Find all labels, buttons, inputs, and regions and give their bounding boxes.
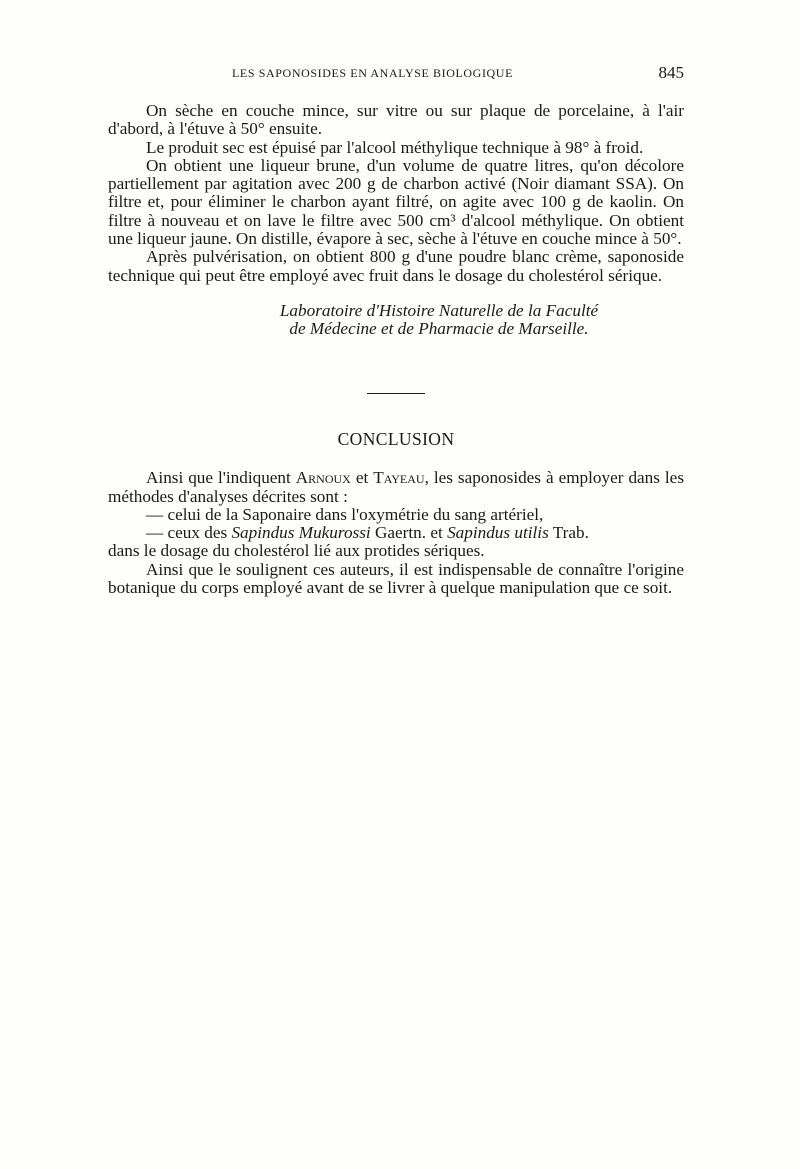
item2-text-mid: Gaertn. et <box>370 523 448 543</box>
author-tayeau: Tayeau <box>373 468 425 488</box>
list-item-sapindus-continuation: dans le dosage du cholestérol lié aux protides sériques. <box>108 541 485 561</box>
signature-line-1: Laboratoire d'Histoire Naturelle de la Faculté <box>279 300 599 320</box>
page-number: 845 <box>658 63 684 82</box>
section-title-conclusion: CONCLUSION <box>337 428 455 449</box>
conclusion-intro <box>108 469 684 506</box>
intro-text-mid: et <box>350 468 374 488</box>
paragraph-drying: On sèche en couche mince, sur vitre ou sur plaque de porcelaine, à l'air d'abord, à l'étuve à 50° ensuite. <box>108 101 684 139</box>
list-item-saponaire: — celui de la Saponaire dans l'oxymétrie du sang artériel, <box>146 504 544 524</box>
author-arnoux: Arnoux <box>295 468 351 488</box>
running-header <box>108 63 684 86</box>
species-sapindus-utilis: Sapindus utilis <box>447 523 549 543</box>
paragraph-extraction: Le produit sec est épuisé par l'alcool méthylique technique à 98° à froid. <box>146 137 644 157</box>
intro-text-after: , les saponosides à employer dans les méthodes d'analyses décrites sont : <box>108 468 685 506</box>
signature-line-2: de Médecine et de Pharmacie de Marseille. <box>289 319 589 339</box>
laboratory-signature <box>108 302 684 339</box>
body-text <box>108 102 684 597</box>
conclusion-final: Ainsi que le soulignent ces auteurs, il est indispensable de connaître l'origine botanique du corps employé avant de se livrer à quelque manipulation que ce soit. <box>108 559 684 598</box>
list-item-sapindus <box>108 524 684 542</box>
species-sapindus-mukurossi: Sapindus Mukurossi <box>231 523 371 543</box>
paragraph-decolorization: On obtient une liqueur brune, d'un volume de quatre litres, qu'on décolore partiellement par agitation avec 200 g de charbon activé (Noir diamant SSA). On filtre et, pour éliminer le charbon ayant filtré, on agite avec 100 g de kaolin. On filtre à nouveau et on lave le filtre avec 500 cm³ d'alcool méthylique. On obtient une liqueur jaune. On distille, évapore à sec, sèche à l'étuve en couche mince à 50°. <box>108 155 684 249</box>
item2-text-after: Trab. <box>548 523 589 543</box>
item2-text-before: — ceux des <box>146 523 232 543</box>
paragraph-pulverization: Après pulvérisation, on obtient 800 g d'une poudre blanc crème, saponoside technique qui peut être employé avec fruit dans le dosage du cholestérol sérique. <box>108 247 684 285</box>
running-title: LES SAPONOSIDES EN ANALYSE BIOLOGIQUE <box>232 66 514 80</box>
section-divider <box>367 393 425 394</box>
intro-text-before: Ainsi que l'indiquent <box>146 468 296 488</box>
conclusion-body <box>108 469 684 597</box>
